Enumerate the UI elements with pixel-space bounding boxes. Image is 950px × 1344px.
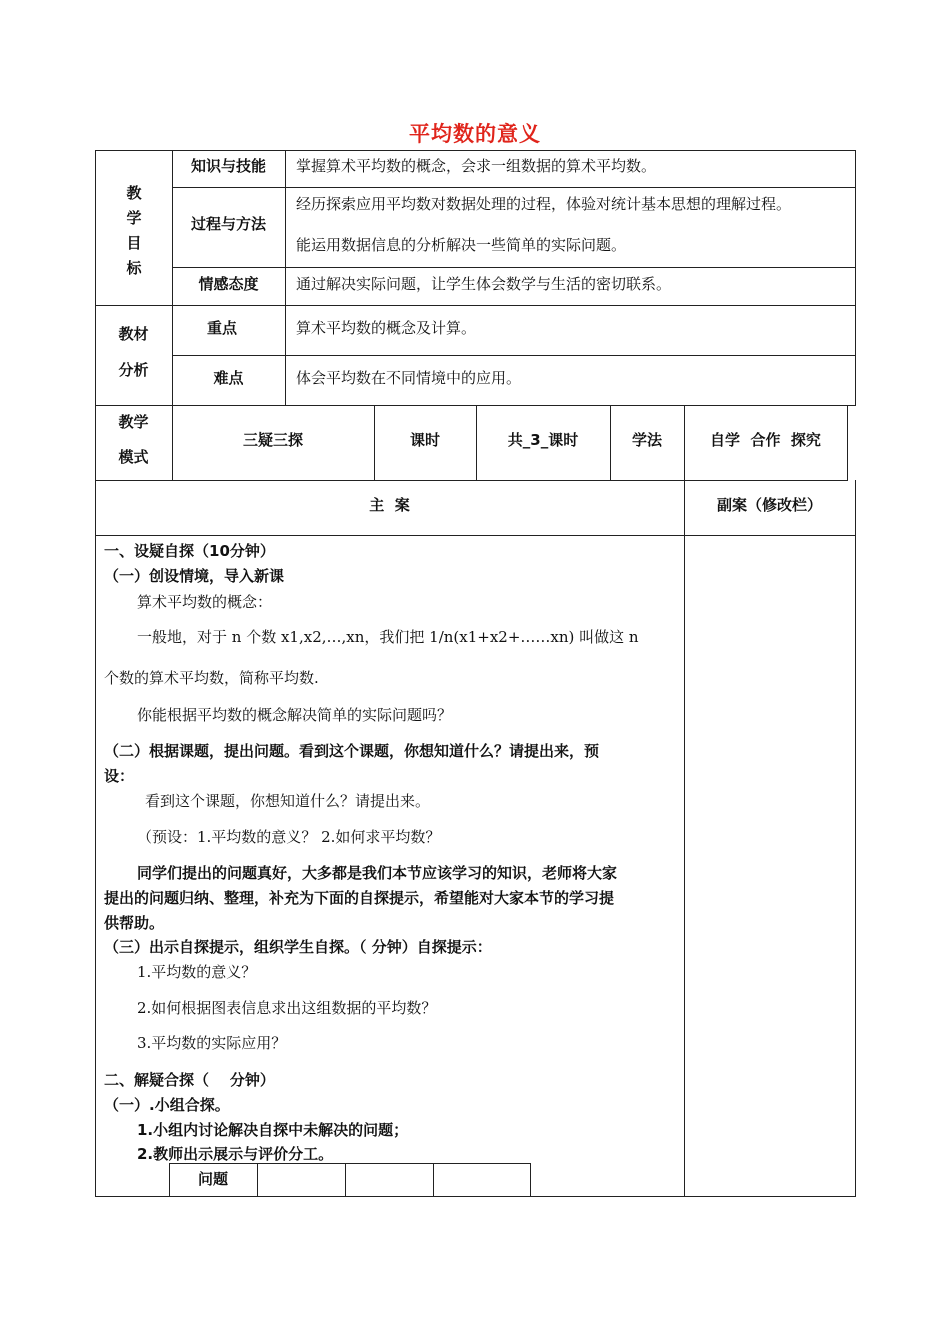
objective-text-process-2: 能运用数据信息的分析解决一些简单的实际问题。 [296, 236, 627, 254]
paragraph: 个数的算术平均数，简称平均数. [104, 669, 319, 687]
mode-period-label: 课时 [409, 431, 440, 449]
mode-method: 三疑三探 [242, 431, 303, 449]
paragraph-bold: 提出的问题归纳、整理，补充为下面的自探提示，希望能对大家本节的学习提 [104, 889, 615, 907]
paragraph-bold: 供帮助。 [104, 914, 165, 932]
question-item: 3.平均数的实际应用？ [137, 1034, 287, 1052]
subsection-heading-cont: 设： [104, 767, 135, 785]
subsection-heading: （三）出示自探提示，组织学生自探。（ 分钟）自探提示： [104, 938, 492, 956]
objective-label-process: 过程与方法 [190, 215, 266, 233]
main-plan-header: 主 案 [369, 496, 410, 514]
page-title: 平均数的意义 [409, 122, 541, 146]
analysis-text-difficulty: 体会平均数在不同情境中的应用。 [296, 369, 522, 387]
mode-study-value: 自学 合作 探究 [710, 431, 821, 449]
subsection-heading: （一）.小组合探。 [104, 1096, 230, 1114]
objectives-label-char: 目 [126, 234, 142, 252]
mode-label-line: 模式 [118, 448, 149, 466]
analysis-text-key: 算术平均数的概念及计算。 [296, 319, 477, 337]
objectives-label-char: 学 [126, 209, 142, 227]
objective-text-attitude: 通过解决实际问题，让学生体会数学与生活的密切联系。 [296, 275, 672, 293]
evaluation-table-header: 问题 [197, 1170, 228, 1188]
objective-text-process: 经历探索应用平均数对数据处理的过程，体验对统计基本思想的理解过程。 [296, 195, 792, 213]
question-item: 2.如何根据图表信息求出这组数据的平均数？ [137, 999, 437, 1017]
mode-label-line: 教学 [118, 413, 149, 431]
mode-study-label: 学法 [631, 431, 662, 449]
objective-text-knowledge: 掌握算术平均数的概念，会求一组数据的算术平均数。 [296, 157, 657, 175]
analysis-label-line: 教材 [118, 325, 149, 343]
objectives-label-char: 教 [126, 184, 142, 202]
list-item: 2.教师出示展示与评价分工。 [137, 1145, 334, 1163]
paragraph: 一般地，对于 n 个数 x1,x2,…,xn，我们把 1/n(x1+x2+……xn) 叫做这 n [137, 628, 639, 646]
paragraph: 算术平均数的概念： [137, 593, 273, 611]
objectives-label-char: 标 [126, 259, 142, 277]
question-item: 1.平均数的意义？ [137, 963, 257, 981]
side-plan-header: 副案（修改栏） [716, 496, 822, 514]
paragraph: （预设：1.平均数的意义？ 2.如何求平均数？ [137, 828, 441, 846]
objective-label-knowledge: 知识与技能 [190, 157, 266, 175]
list-item: 1.小组内讨论解决自探中未解决的问题； [137, 1121, 409, 1139]
paragraph: 看到这个课题，你想知道什么？请提出来。 [145, 792, 431, 810]
section-heading: 一、设疑自探（10分钟） [104, 542, 275, 560]
paragraph: 你能根据平均数的概念解决简单的实际问题吗？ [137, 706, 453, 724]
subsection-heading: （二）根据课题，提出问题。看到这个课题，你想知道什么？请提出来，预 [104, 742, 600, 760]
section-heading: 二、解疑合探（ 分钟） [104, 1071, 275, 1089]
analysis-label-line: 分析 [118, 361, 149, 379]
mode-period-value: 共_3_课时 [507, 431, 579, 449]
subsection-heading: （一）创设情境，导入新课 [104, 567, 285, 585]
paragraph-bold: 同学们提出的问题真好，大多都是我们本节应该学习的知识，老师将大家 [137, 864, 618, 882]
analysis-label-difficulty: 难点 [213, 369, 244, 387]
objective-label-attitude: 情感态度 [198, 275, 259, 293]
analysis-label-key: 重点 [206, 319, 237, 337]
